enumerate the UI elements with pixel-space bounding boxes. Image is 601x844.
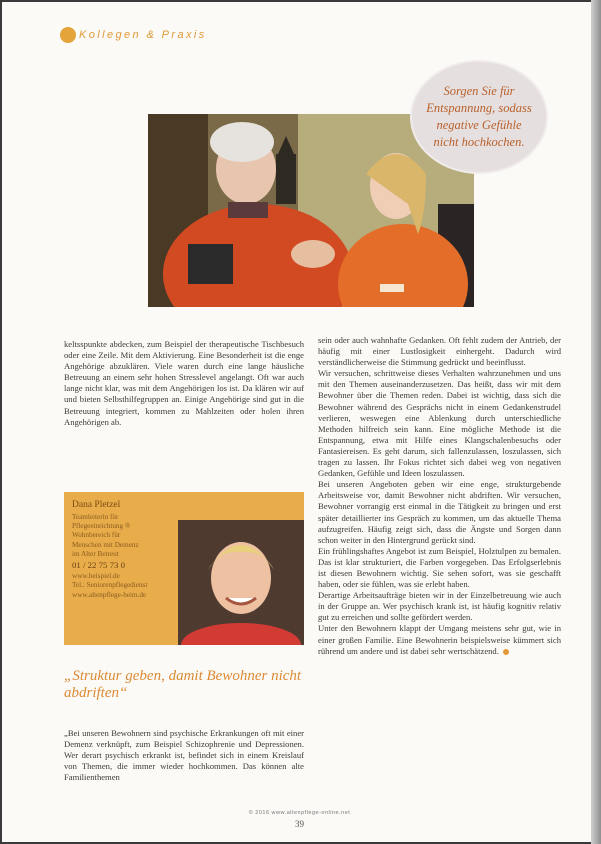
right-column-paragraph xyxy=(318,623,561,656)
page-number: 39 xyxy=(295,819,304,829)
contact-details xyxy=(72,513,177,600)
contact-portrait-illustration xyxy=(178,520,304,645)
pull-quote-text: Sorgen Sie für Entspannung, sodass negative Gefühle nicht hochkochen. xyxy=(426,84,532,149)
magazine-page xyxy=(2,2,597,842)
contact-line: Teamleiterin für xyxy=(72,513,119,521)
contact-box xyxy=(64,492,304,645)
contact-line: Menschen mit Demenz xyxy=(72,540,139,549)
footer-url[interactable]: © 2016 www.altenpflege-online.net xyxy=(248,810,351,816)
headline-quote: „Struktur geben, damit Bewohner nicht abdriften“ xyxy=(64,668,302,701)
contact-name: Dana Pletzel xyxy=(72,500,121,510)
right-column-paragraph: Derartige Arbeitsaufträge bieten wir in der Einzelbetreuung wie auch in der Gruppe an. Wer psychisch krank ist, ist häufig kognitiv relativ gut zu erreichen und sollte gefördert werden. xyxy=(318,590,561,623)
right-column xyxy=(318,335,561,657)
left-column xyxy=(64,339,304,428)
contact-line: Wohnbereich für xyxy=(72,531,121,540)
right-column-paragraph: Wir versuchen, schrittweise dieses Verhalten wahrzunehmen und uns mit den Themen auseinanderzusetzen. Das heißt, dass wir mit dem Bewohner über die Themen reden. Dabei ist wichtig, dass sich die Bewohner während des Gesprächs nicht in einem Gedankenstrudel verlieren, weswegen eine Ablenkung durch unterschiedliche Methoden hilfreich sein kann. Eine mögliche Methode ist die Entspannung, etwa mit Hilfe eines Klangschalenbesuchs oder Fantasiereisen. Es geht darum, sich fallenzulassen, loszulassen, sich tragen zu lassen. Ihr Fokus richtet sich dabei weg von negativen Gedanken, Gefühle und Ideen loszulassen. xyxy=(318,368,561,479)
contact-portrait xyxy=(178,520,304,645)
contact-extra[interactable]: www.altenpflege-heim.de xyxy=(72,590,147,599)
section-marker-dot xyxy=(60,27,76,43)
section-title: Kollegen & Praxis xyxy=(79,29,207,41)
left-column-paragraph: keltsspunkte abdecken, zum Beispiel der therapeutische Tischbesuch oder eine Zeile. Mit dem Aktivierung. Eine Besonderheit ist die enge Angehörige abzuklären. Viele waren durch eine lange häusliche Betreuung an einem sehr hohen Stresslevel angelangt. Oft war auch lange nicht klar, was mit dem Angehörigen los ist. Da klären wir auf und bieten Selbsthilfegruppen an. Einige Angehörige sind gut in die Betreuung integriert, kommen zu Mahlzeiten oder holen ihren Angehörigen ab. xyxy=(64,339,304,427)
right-column-paragraph: Bei unseren Angeboten geben wir eine enge, strukturgebende Arbeitsweise vor, damit Bewohner nicht abdriften. Wir versuchen, Bewohner vorrangig erst einmal in die Tätigkeit zu bringen und erst später detaillierter ins Gespräch zu kommen, um das aktuelle Thema aufzugreifen. Häufig zeigt sich, dass die Ängste und Sorgen dann schon weiter in den Hintergrund gerückt sind. xyxy=(318,479,561,545)
pull-quote-bubble xyxy=(412,62,546,172)
right-column-paragraph: Ein frühlingshaftes Angebot ist zum Beispiel, Holztulpen zu bemalen. Das ist klar strukturiert, die Farben vorgegeben. Das Erfolgserlebnis ist diesen Bewohnern wichtig. Sie sehen sofort, was sie geschafft haben, oder sie fühlen, was sie erlebt haben. xyxy=(318,545,561,590)
contact-line: Pflegeeinrichtung ® xyxy=(72,522,131,531)
section-header xyxy=(60,26,207,44)
contact-extra: Tel.: Seniorenpflegedienst xyxy=(72,581,148,590)
page-edge-shadow xyxy=(591,0,601,844)
contact-phone: 01 / 22 75 73 0 xyxy=(72,560,126,571)
right-column-paragraph: sein oder auch wahnhafte Gedanken. Oft fehlt zudem der Antrieb, der häufig mit einer Lustlosigkeit einhergeht. Dadurch wird verständlicherweise die Stimmung gedrückt und beeinflusst. xyxy=(318,335,561,368)
lead-paragraph: „Bei unseren Bewohnern sind psychische Erkrankungen oft mit einer Demenz verknüpft, zum Beispiel Schizophrenie und Depressionen. Wer derart psychisch erkrankt ist, befindet sich in einem Kreislauf von Themen, die immer wieder hochkommen. Das können alte Familienthemen xyxy=(64,728,304,783)
contact-extra[interactable]: www.beispiel.de xyxy=(72,572,120,581)
contact-line: im Alter Betreut xyxy=(72,549,119,558)
right-column-paragraph-text: Unter den Bewohnern klappt der Umgang meistens sehr gut, wie in einer großen Familie. Eine Bewohnerin beispielsweise kümmert sich rührend um andere und ist dabei sehr wertschätzend. xyxy=(318,623,561,656)
article-end-marker xyxy=(503,649,509,655)
